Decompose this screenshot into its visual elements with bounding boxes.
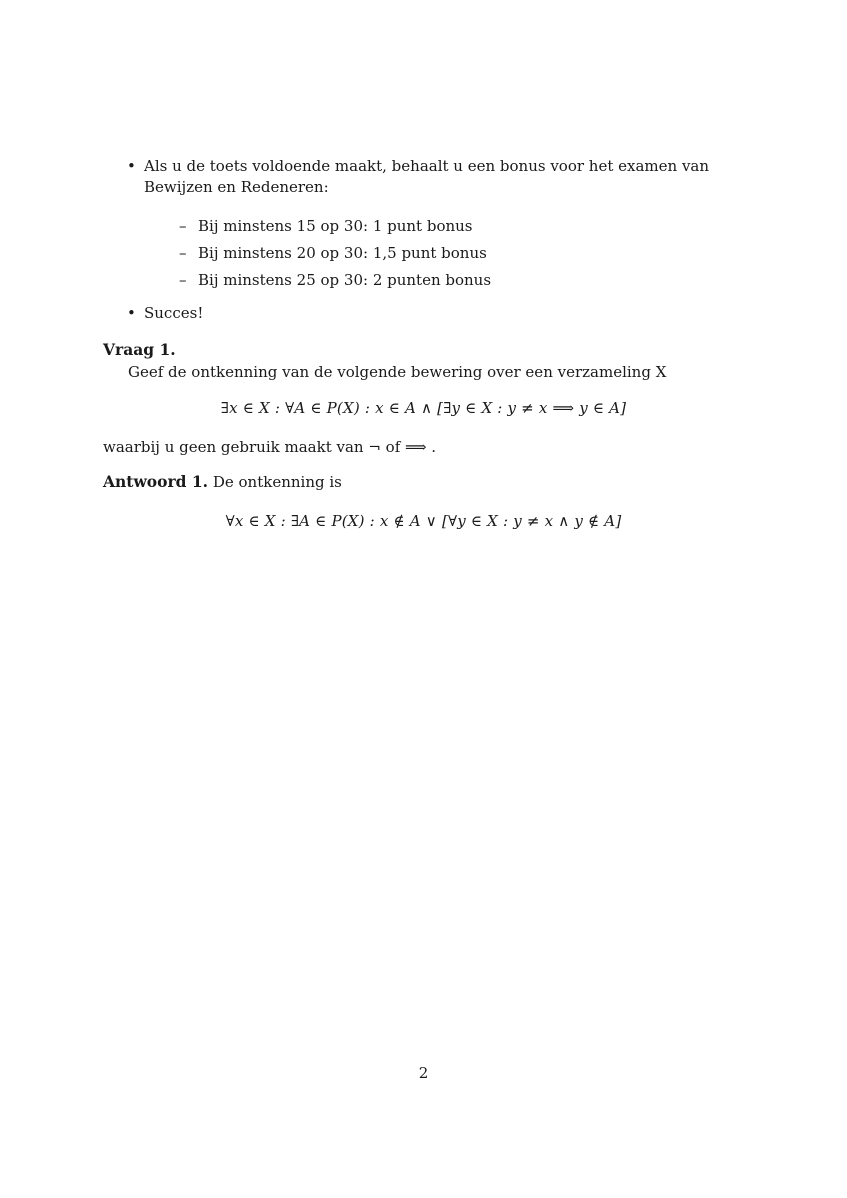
list-item xyxy=(127,303,767,324)
question-text: Geef de ontkenning van de volgende bewering over een verzameling X xyxy=(128,363,667,381)
page-number: 2 xyxy=(418,1064,429,1082)
sublist-item xyxy=(161,216,767,237)
list-item xyxy=(127,156,767,291)
answer-formula: ∀x ∈ X : ∃A ∈ P(X) : x ∉ A ∨ [∀y ∈ X : y ≠ x ∧ y ∉ A] xyxy=(225,512,622,530)
bullet-text: Succes! xyxy=(144,304,204,322)
sublist-item-text: Bij minstens 15 op 30: 1 punt bonus xyxy=(198,217,473,235)
sublist-item-text: Bij minstens 25 op 30: 2 punten bonus xyxy=(198,271,492,289)
answer-label: Antwoord 1. xyxy=(103,472,209,491)
answer xyxy=(103,472,342,492)
bullet-icon: • xyxy=(127,304,136,322)
question-formula: ∃x ∈ X : ∀A ∈ P(X) : x ∈ A ∧ [∃y ∈ X : y ≠ x ⟹ y ∈ A] xyxy=(220,399,627,417)
bullet-icon: • xyxy=(127,157,136,175)
question-title: Vraag 1. xyxy=(103,340,176,359)
sublist-item-text: Bij minstens 20 op 30: 1,5 punt bonus xyxy=(198,244,487,262)
dash-icon: – xyxy=(179,271,187,289)
question-note: waarbij u geen gebruik maakt van ¬ of ⟹ . xyxy=(103,438,437,456)
sublist xyxy=(144,216,767,291)
dash-icon: – xyxy=(179,217,187,235)
bullet-list xyxy=(127,156,767,324)
sublist-item xyxy=(161,243,767,264)
answer-text: De ontkenning is xyxy=(212,473,342,491)
sublist-item xyxy=(161,270,767,291)
dash-icon: – xyxy=(179,244,187,262)
bullet-text: Als u de toets voldoende maakt, behaalt u een bonus voor het examen van Bewijzen en Redeneren: xyxy=(144,157,710,196)
